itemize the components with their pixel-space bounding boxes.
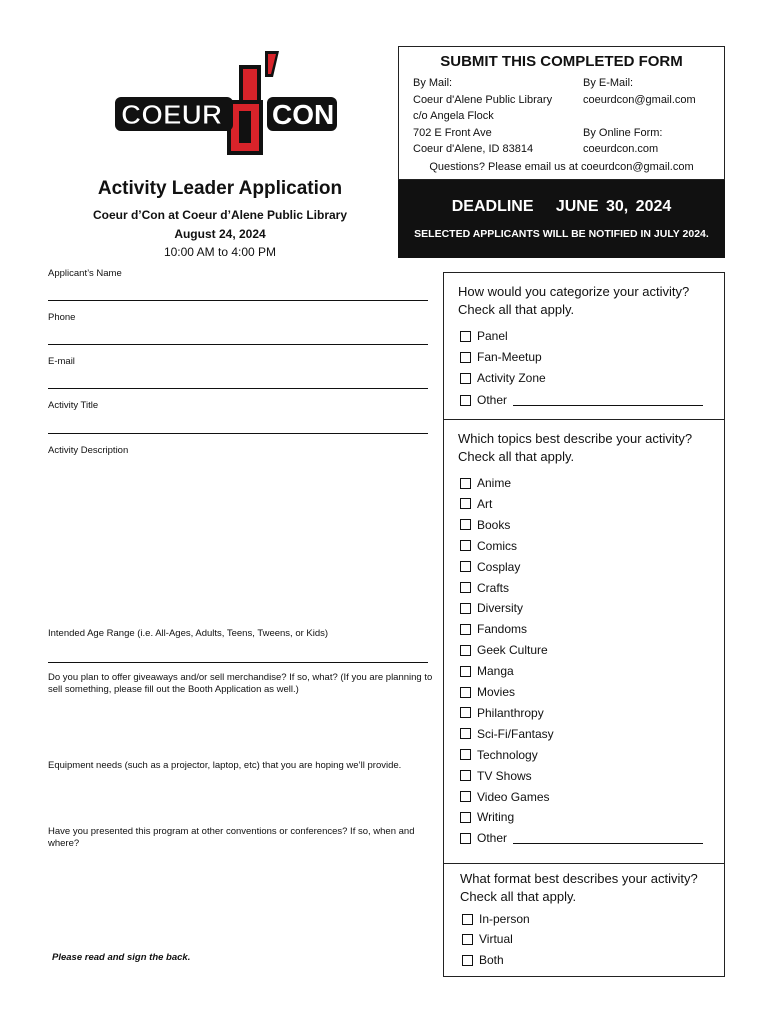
option-fandoms[interactable] [460, 622, 527, 636]
equipment-label: Equipment needs (such as a projector, laptop, etc) that you are hoping we’ll provide. [48, 760, 402, 771]
option-books[interactable] [460, 518, 510, 532]
deadline-banner [398, 180, 725, 258]
page-title: Activity Leader Application [97, 178, 343, 199]
giveaways-answer-area[interactable] [48, 698, 433, 753]
phone-label: Phone [48, 312, 76, 323]
option-sci-fi-fantasy[interactable] [460, 727, 554, 741]
option-label: Movies [477, 685, 516, 699]
option-panel[interactable] [460, 329, 508, 343]
checkbox[interactable] [460, 770, 471, 781]
option-anime[interactable] [460, 476, 511, 490]
option-label: Diversity [477, 601, 524, 616]
option-label: Other [477, 831, 508, 846]
checkbox[interactable] [460, 812, 471, 823]
online-form-link[interactable]: coeurdcon.com [583, 143, 659, 155]
activity-description-area[interactable] [48, 460, 433, 620]
checkbox[interactable] [460, 582, 471, 593]
option-technology[interactable] [460, 748, 538, 762]
option-label: Comics [477, 538, 518, 553]
checkbox[interactable] [460, 561, 471, 572]
checkbox[interactable] [460, 749, 471, 760]
option-virtual[interactable] [462, 932, 513, 946]
option-label: Books [477, 517, 511, 532]
option-label: Fandoms [477, 622, 528, 637]
checkbox[interactable] [460, 519, 471, 530]
email-field-label: E-mail [48, 356, 75, 367]
checkbox[interactable] [462, 955, 473, 966]
activity-title-label: Activity Title [48, 400, 99, 411]
checkbox[interactable] [460, 373, 471, 384]
applicant-name-label: Applicant’s Name [48, 268, 122, 279]
checkbox[interactable] [460, 498, 471, 509]
option-label: Video Games [477, 789, 550, 804]
option-video-games[interactable] [460, 790, 550, 804]
questions-note: Questions? Please email us at coeurdcon@gmail.com [429, 161, 694, 173]
format-box [443, 863, 725, 977]
topics-question: Which topics best describe your activity? Check all that apply. [458, 431, 693, 464]
checkbox[interactable] [462, 914, 473, 925]
other-input-line[interactable] [513, 395, 703, 406]
sign-back-note: Please read and sign the back. [52, 952, 191, 963]
mail-address-block [413, 75, 552, 158]
option-label: Both [479, 953, 504, 967]
option-label: Philanthropy [477, 705, 544, 720]
other-input-line[interactable] [513, 833, 703, 844]
presented-label: Have you presented this program at other conventions or conferences? If so, when and where? [48, 826, 415, 849]
option-crafts[interactable] [460, 581, 509, 595]
checkbox[interactable] [460, 478, 471, 489]
mail-label: By Mail: [413, 77, 453, 89]
online-form-label: By Online Form: [583, 126, 663, 139]
event-date: August 24, 2024 [174, 227, 266, 241]
checkbox[interactable] [460, 666, 471, 677]
option-manga[interactable] [460, 664, 514, 678]
option-cosplay[interactable] [460, 560, 520, 574]
coeurdcon-logo [115, 45, 340, 160]
option-diversity[interactable] [460, 601, 523, 615]
checkbox[interactable] [460, 707, 471, 718]
option-label: Anime [477, 476, 512, 490]
age-range-field[interactable] [48, 662, 428, 663]
activity-title-field[interactable] [48, 433, 428, 434]
option-label: Cosplay [477, 559, 521, 574]
checkbox[interactable] [460, 833, 471, 844]
category-box [443, 272, 725, 420]
mail-line: 702 E Front Ave [413, 126, 492, 139]
checkbox[interactable] [460, 395, 471, 406]
mail-line: c/o Angela Flock [413, 110, 494, 122]
category-question: How would you categorize your activity? Check all that apply. [458, 284, 690, 317]
option-label: Crafts [477, 580, 510, 595]
checkbox[interactable] [460, 352, 471, 363]
option-philanthropy[interactable] [460, 706, 544, 720]
option-geek-culture[interactable] [460, 643, 548, 657]
format-question: What format best describes your activity? Check all that apply. [460, 871, 698, 904]
option-tv-shows[interactable] [460, 769, 532, 783]
option-label: Manga [477, 664, 514, 679]
checkbox[interactable] [460, 540, 471, 551]
option-label: In-person [479, 912, 530, 926]
logo-graphic [115, 45, 340, 160]
email-field[interactable] [48, 388, 428, 389]
option-activity-zone[interactable] [460, 371, 546, 385]
option-label: Geek Culture [477, 643, 548, 658]
deadline-text: DEADLINE JUNE 30, 2024 [451, 198, 672, 215]
option-writing[interactable] [460, 810, 514, 824]
checkbox[interactable] [460, 728, 471, 739]
checkbox[interactable] [460, 603, 471, 614]
option-comics[interactable] [460, 539, 517, 553]
logo-word-right: CON [272, 99, 335, 130]
online-submit-block [583, 75, 696, 158]
topics-box [443, 419, 725, 864]
activity-description-label: Activity Description [48, 445, 129, 456]
phone-field[interactable] [48, 344, 428, 345]
option-label: TV Shows [477, 768, 532, 783]
option-other[interactable] [460, 393, 703, 407]
option-movies[interactable] [460, 685, 515, 699]
option-label: Panel [477, 329, 508, 343]
equipment-answer-area[interactable] [48, 775, 433, 820]
checkbox[interactable] [460, 645, 471, 656]
email-label: By E-Mail: [583, 77, 634, 89]
option-label: Fan-Meetup [477, 350, 542, 364]
option-other[interactable] [460, 831, 703, 845]
option-label: Other [477, 393, 508, 407]
option-label: Writing [477, 810, 515, 825]
logo-word-left: COEUR [121, 99, 223, 130]
checkbox[interactable] [460, 331, 471, 342]
mail-line: Coeur d'Alene, ID 83814 [413, 143, 534, 155]
event-location: Coeur d’Con at Coeur d’Alene Public Library [92, 208, 348, 222]
checkbox[interactable] [460, 791, 471, 802]
event-time: 10:00 AM to 4:00 PM [163, 245, 277, 259]
giveaways-label: Do you plan to offer giveaways and/or sell merchandise? If so, what? (If you are planning to sell something, please fill out the Booth Application as well.) [48, 672, 433, 695]
email-value[interactable]: coeurdcon@gmail.com [583, 93, 696, 106]
option-label: Art [477, 496, 493, 511]
option-art[interactable] [460, 497, 492, 511]
checkbox[interactable] [460, 687, 471, 698]
age-range-label: Intended Age Range (i.e. All-Ages, Adults, Teens, Tweens, or Kids) [48, 628, 329, 639]
option-label: Activity Zone [477, 371, 546, 385]
option-label: Virtual [479, 932, 513, 946]
mail-line: Coeur d'Alene Public Library [413, 93, 553, 106]
option-label: Technology [477, 747, 538, 762]
presented-answer-area[interactable] [48, 852, 433, 942]
submit-title: SUBMIT THIS COMPLETED FORM [440, 53, 683, 70]
applicant-name-field[interactable] [48, 300, 428, 301]
option-label: Sci-Fi/Fantasy [477, 726, 554, 741]
submit-info-box [398, 46, 725, 180]
checkbox[interactable] [462, 934, 473, 945]
notification-text: SELECTED APPLICANTS WILL BE NOTIFIED IN JULY 2024. [414, 228, 709, 240]
checkbox[interactable] [460, 624, 471, 635]
option-fan-meetup[interactable] [460, 350, 542, 364]
option-in-person[interactable] [462, 912, 530, 926]
option-both[interactable] [462, 953, 504, 967]
